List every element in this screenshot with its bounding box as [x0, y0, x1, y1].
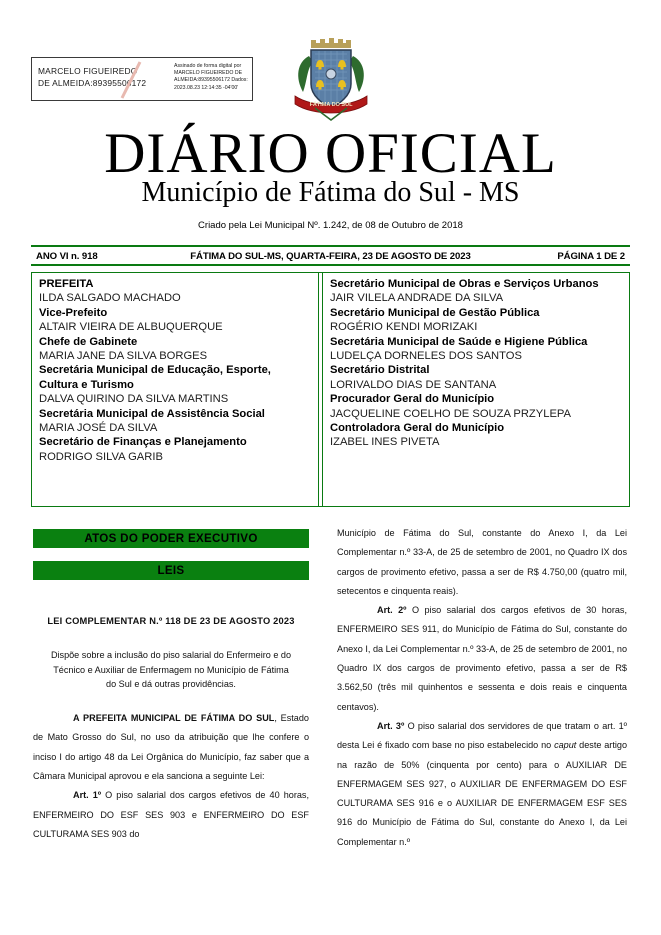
section-heading-leis: LEIS [33, 561, 309, 580]
law-article-3 [337, 717, 627, 852]
official-role: Secretário Municipal de Gestão Pública [330, 306, 540, 319]
article-3-label: Art. 3º [377, 720, 405, 731]
officials-column-right [323, 273, 628, 506]
official-person: IZABEL INES PIVETA [330, 436, 440, 449]
section-heading-atos: ATOS DO PODER EXECUTIVO [33, 529, 309, 548]
officials-table [31, 272, 630, 507]
digital-signature-box [31, 57, 253, 101]
edition-location-date: FÁTIMA DO SUL-MS, QUARTA-FEIRA, 23 DE AGOSTO DE 2023 [190, 251, 471, 262]
officials-column-left [32, 273, 318, 506]
law-article-1 [33, 786, 309, 844]
official-role: Secretário Municipal de Obras e Serviços Urbanos [330, 278, 599, 290]
official-role: Controladora Geral do Município [330, 422, 505, 435]
law-preamble-bold: A PREFEITA MUNICIPAL DE FÁTIMA DO SUL [73, 713, 275, 724]
signature-metadata: Assinado de forma digital por MARCELO FIGUEIREDO DE ALMEIDA:89395506172 Dados: 2023.08.23 12:14:35 -04'00' [174, 63, 248, 91]
official-role: Secretário Distrital [330, 364, 430, 377]
signature-name: MARCELO FIGUEIREDO DE ALMEIDA:89395506172 [38, 66, 147, 88]
law-preamble [33, 709, 309, 786]
page-title: DIÁRIO OFICIAL [104, 122, 557, 185]
page-indicator: PÁGINA 1 DE 2 [557, 251, 625, 262]
article-1-label: Art. 1º [73, 790, 102, 801]
official-person: DALVA QUIRINO DA SILVA MARTINS [39, 393, 229, 406]
article-3-text-b: deste artigo na razão de 50% (cinquenta por cento) para o AUXILIAR DE ENFERMAGEM SES 927, o AUXILIAR DE ENFERMAGEM DO ESF CULTURAMA SES 916 e o AUXILIAR DE ENFERMAGEM ESF SES 916 do Município de Fátima do Sul, constante do Anexo I, da Lei Complementar n.º [337, 740, 627, 847]
official-role: Chefe de Gabinete [39, 335, 138, 348]
body-column-right [337, 524, 627, 852]
official-person: ROGÉRIO KENDI MORIZAKI [330, 321, 478, 334]
official-role: Secretária Municipal de Assistência Social [39, 407, 265, 420]
official-person: JAIR VILELA ANDRADE DA SILVA [330, 292, 504, 305]
municipal-coat-of-arms-icon [289, 38, 373, 128]
article-1-continuation: Município de Fátima do Sul, constante do Anexo I, da Lei Complementar n.º 33-A, de 25 de setembro de 2001, no Quadro IX dos cargos de provimento efetivo, passa a ser de R$ 4.750,00 (quatro mil, setecentos e cinquenta reais). [337, 528, 627, 596]
masthead-created-by: Criado pela Lei Municipal Nº. 1.242, de 08 de Outubro de 2018 [198, 220, 463, 231]
crest-ribbon-text: FÁTIMA DO SUL [309, 102, 353, 108]
law-article-2 [337, 601, 627, 717]
edition-info-bar [31, 245, 630, 266]
masthead-subtitle: Município de Fátima do Sul - MS [141, 177, 520, 208]
official-person: LUDELÇA DORNELES DOS SANTOS [330, 350, 522, 363]
article-3-caput-italic: caput [554, 740, 577, 751]
official-person: LORIVALDO DIAS DE SANTANA [330, 378, 497, 391]
body-column-left [33, 612, 309, 844]
law-preamble-rest: , Estado de Mato Grosso do Sul, no uso da atribuição que lhe confere o inciso I do artigo 48 da Lei Orgânica do Município, faz saber que a Câmara Municipal aprovou e ela sanciona a seguinte Lei: [33, 713, 309, 781]
official-role: Procurador Geral do Município [330, 393, 495, 406]
law-ementa: Dispõe sobre a inclusão do piso salarial do Enfermeiro e do Técnico e Auxiliar de Enfermagem no Município de Fátima do Sul e dá outras providências. [50, 650, 292, 690]
official-person: MARIA JANE DA SILVA BORGES [39, 350, 208, 363]
article-2-text: O piso salarial dos cargos efetivos de 30 horas, ENFERMEIRO SES 911, do Município de Fátima do Sul, constante do Anexo I, da Lei Complementar n.º 33-A, de 25 de setembro de 2001, no Quadro IX dos cargos de provimento efetivo, passa a ser de R$ 3.562,50 (três mil quinhentos e sessenta e dois reais e cinquenta centavos). [337, 605, 627, 712]
edition-number: ANO VI n. 918 [36, 251, 98, 262]
official-role: Secretária Municipal de Saúde e Higiene Pública [330, 335, 588, 348]
official-person: ILDA SALGADO MACHADO [39, 292, 181, 305]
official-person: MARIA JOSÉ DA SILVA [39, 422, 158, 435]
official-role: Secretário de Finanças e Planejamento [39, 436, 247, 449]
article-2-label: Art. 2º [377, 605, 407, 616]
official-person: ALTAIR VIEIRA DE ALBUQUERQUE [39, 321, 223, 334]
official-role: Vice-Prefeito [39, 306, 108, 319]
official-person: RODRIGO SILVA GARIB [39, 450, 163, 463]
article-1-text: O piso salarial dos cargos efetivos de 40 horas, ENFERMEIRO DO ESF SES 903 e ENFERMEIRO DO ESF CULTURAMA SES 903 do [33, 790, 309, 839]
official-role: PREFEITA [39, 278, 94, 290]
official-person: JACQUELINE COELHO DE SOUZA PRZYLEPA [330, 407, 572, 420]
law-title: LEI COMPLEMENTAR N.º 118 DE 23 DE AGOSTO 2023 [47, 616, 295, 626]
official-role: Secretária Municipal de Educação, Esporte, Cultura e Turismo [39, 364, 271, 391]
article-3-text-a: O piso salarial dos servidores de que tratam o art. 1º desta Lei é fixado com base no piso estabelecido no [337, 720, 627, 751]
